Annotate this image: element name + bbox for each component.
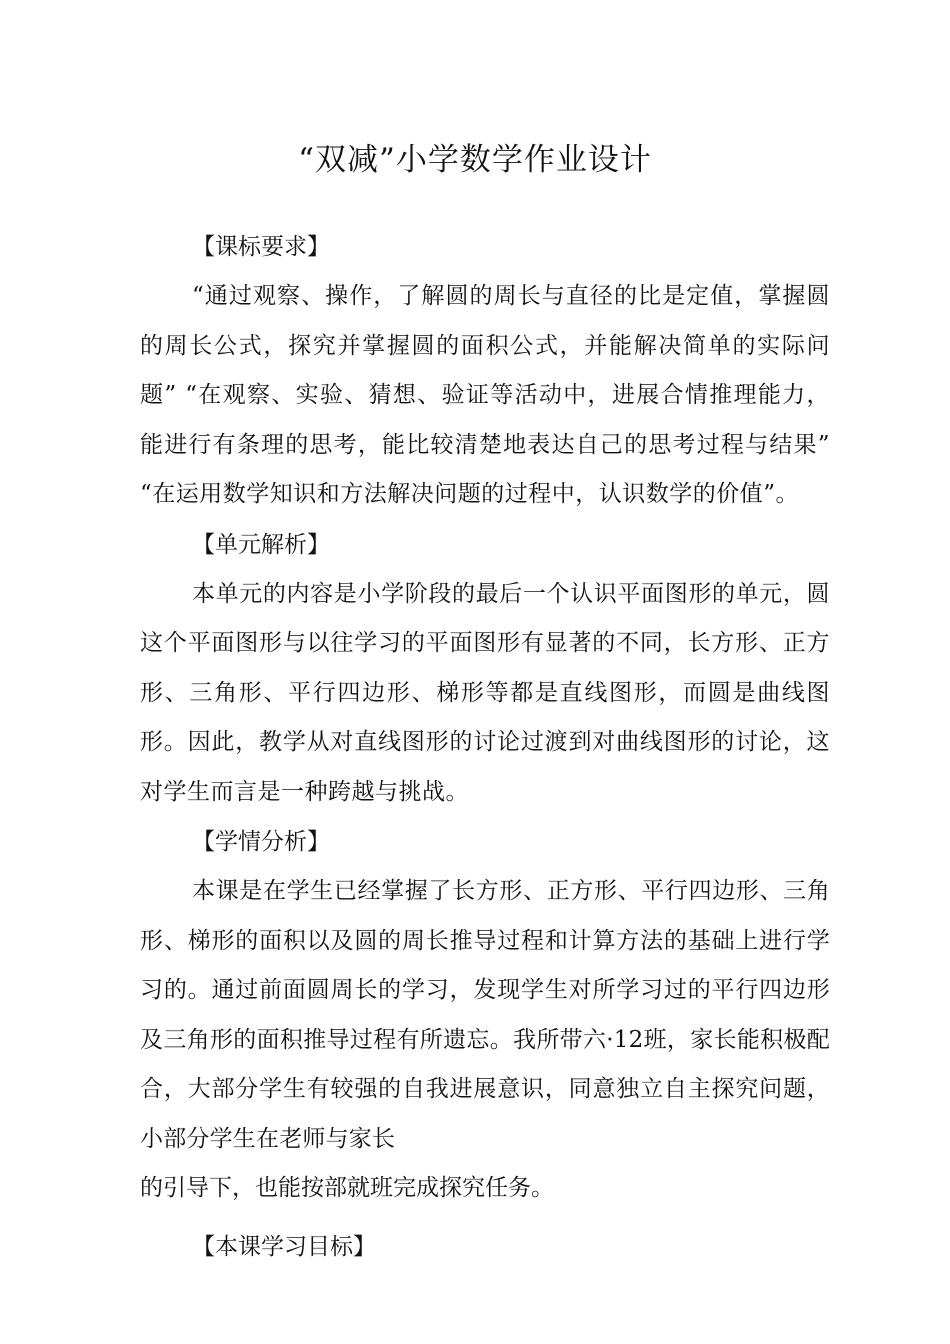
section-gap xyxy=(140,1214,830,1222)
section-heading: 【课标要求】 xyxy=(192,234,330,260)
document-body xyxy=(140,222,830,1272)
section-heading: 【学情分析】 xyxy=(192,829,330,855)
section-heading: 【单元解析】 xyxy=(192,531,330,558)
section-paragraph: 本课是在学生已经掌握了长方形、正方形、平行四边形、三角形、梯形的面积以及圆的周长推导过程和计算方法的基础上进行学习的。通过前面圆周长的学习，发现学生对所学习过的平行四边形及三角形的面积推导过程有所遗忘。我所带六·12班，家长能积极配合，大部分学生有较强的自我进展意识，同意独立自主探究问题，小部分学生在老师与家长 xyxy=(140,878,830,1152)
section-unit-analysis xyxy=(140,520,830,818)
section-heading: 【本课学习目标】 xyxy=(192,1233,376,1260)
section-student-analysis xyxy=(140,817,830,1214)
section-paragraph: “通过观察、操作，了解圆的周长与直径的比是定值，掌握圆的周长公式，探究并掌握圆的面积公式，并能解决简单的实际问题” “在观察、实验、猜想、验证等活动中，进展合情推理能力，能进行有条理的思考，能比较清楚地表达自己的思考过程与结果” “在运用数学知识和方法解决问题的过程中，认识数学的价值”。 xyxy=(140,283,830,507)
page-title: “双减”小学数学作业设计 xyxy=(298,142,652,178)
section-paragraph-continuation: 的引导下，也能按部就班完成探究任务。 xyxy=(140,1175,554,1201)
section-curriculum-requirements xyxy=(140,222,830,520)
section-paragraph: 本单元的内容是小学阶段的最后一个认识平面图形的单元，圆这个平面图形与以往学习的平面图形有显著的不同，长方形、正方形、三角形、平行四边形、梯形等都是直线图形，而圆是曲线图形。因此，教学从对直线图形的讨论过渡到对曲线图形的讨论，这对学生而言是一种跨越与挑战。 xyxy=(140,580,830,805)
section-learning-objectives xyxy=(140,1222,830,1272)
